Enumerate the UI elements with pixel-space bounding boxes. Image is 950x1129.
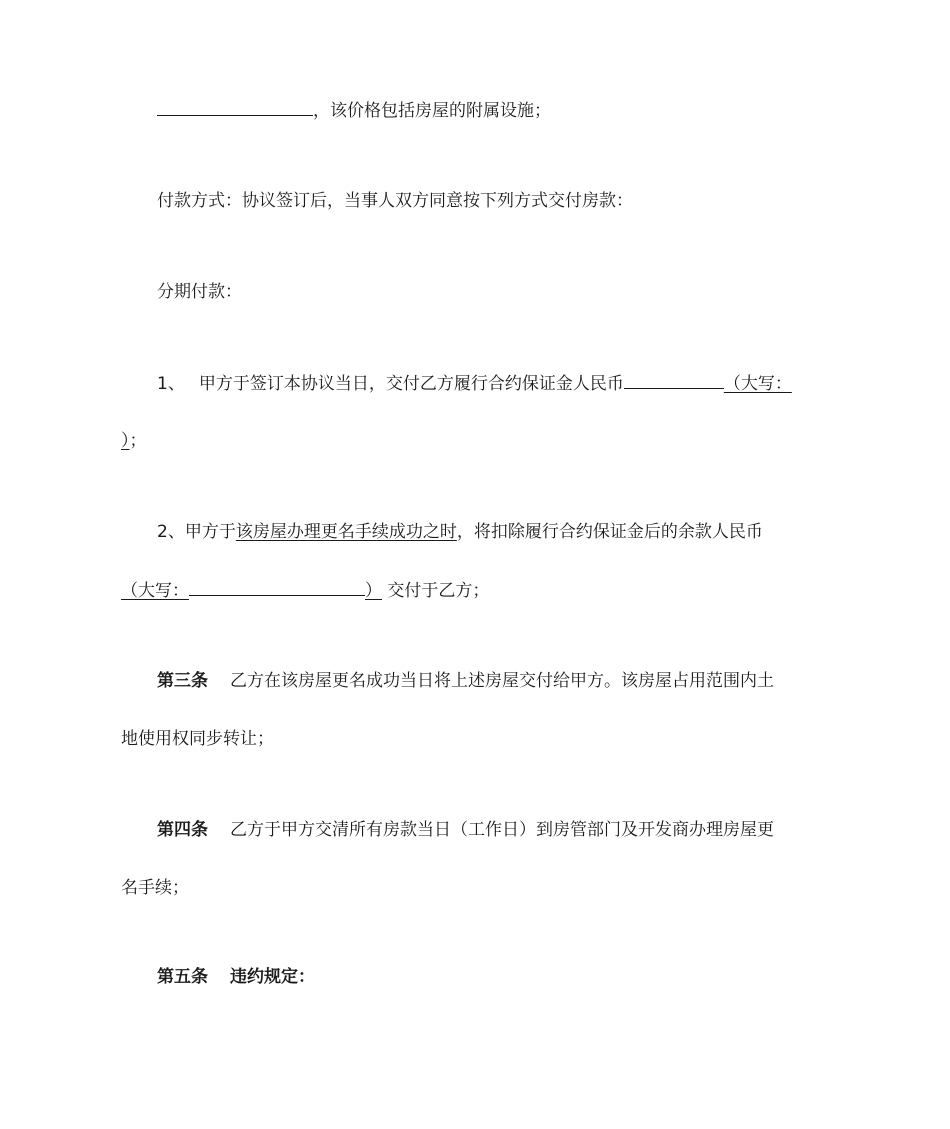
installment-item-2-cont: （大写： ） 交付于乙方；	[121, 578, 489, 603]
price-clause-line: ，该价格包括房屋的附属设施；	[157, 98, 551, 123]
rename-condition: 该房屋办理更名手续成功之时	[235, 522, 457, 542]
deposit-amount-blank	[624, 371, 724, 389]
price-blank	[157, 98, 313, 116]
deposit-daxie-label: （大写：	[723, 374, 792, 394]
balance-daxie-label: （大写：	[121, 581, 189, 601]
article-3-line-2: 地使用权同步转让；	[121, 729, 274, 749]
article-5-title: 第五条	[157, 967, 208, 987]
installment-item-1: 1、 甲方于签订本协议当日，交付乙方履行合约保证金人民币 （大写：	[157, 371, 792, 396]
article-4-line-2: 名手续；	[121, 878, 189, 898]
payment-method-line: 付款方式：协议签订后，当事人双方同意按下列方式交付房款：	[157, 191, 633, 211]
article-4-title: 第四条	[157, 820, 208, 840]
article-3-title: 第三条	[157, 671, 208, 691]
installment-item-2: 2、甲方于该房屋办理更名手续成功之时，将扣除履行合约保证金后的余款人民币	[157, 522, 763, 542]
article-3-line-1: 第三条 乙方在该房屋更名成功当日将上述房屋交付给甲方。该房屋占用范围内土	[157, 671, 774, 691]
installment-heading: 分期付款：	[157, 282, 242, 302]
article-5-line	[157, 965, 315, 989]
installment-item-1-cont: ）；	[121, 431, 147, 451]
article-4-line-1: 第四条 乙方于甲方交清所有房款当日（工作日）到房管部门及开发商办理房屋更	[157, 820, 774, 840]
article-5-heading: 违约规定：	[230, 967, 315, 987]
balance-daxie-blank	[189, 578, 365, 596]
